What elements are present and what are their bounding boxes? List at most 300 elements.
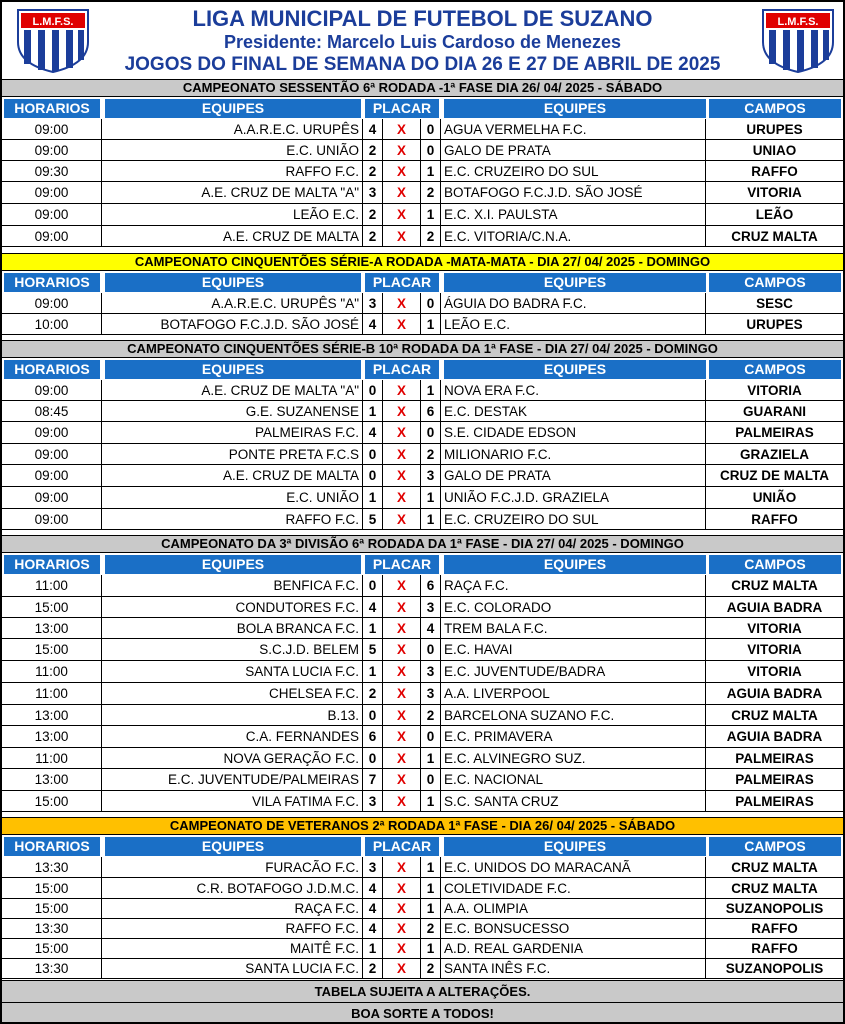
field-name: URUPES — [746, 121, 803, 137]
away-score: 6 — [421, 401, 441, 421]
field-name: CRUZ MALTA — [731, 228, 818, 244]
game-time: 09:00 — [2, 422, 102, 443]
away-team: BARCELONA SUZANO F.C. — [441, 705, 706, 725]
game-time: 09:00 — [2, 465, 102, 486]
game-time: 09:00 — [2, 226, 102, 246]
away-team: GALO DE PRATA — [441, 465, 706, 486]
away-score: 4 — [421, 618, 441, 638]
away-score: 1 — [421, 878, 441, 898]
home-team: RAFFO F.C. — [102, 509, 363, 529]
field-name: UNIAO — [752, 142, 797, 158]
col-header-campos: CAMPOS — [709, 273, 841, 292]
field-name: URUPES — [746, 316, 803, 332]
col-header-equipes-home: EQUIPES — [105, 273, 361, 292]
home-team: SANTA LUCIA F.C. — [102, 661, 363, 682]
home-score: 0 — [363, 444, 383, 464]
game-row — [2, 748, 843, 769]
game-time: 15:00 — [2, 899, 102, 918]
home-score: 3 — [363, 857, 383, 877]
home-score: 2 — [363, 161, 383, 181]
away-team: E.C. CRUZEIRO DO SUL — [441, 509, 706, 529]
home-score: 4 — [363, 919, 383, 938]
game-time: 13:00 — [2, 769, 102, 790]
footer-greeting: BOA SORTE A TODOS! — [2, 1002, 843, 1024]
versus-mark: X — [383, 182, 421, 203]
away-team: RAÇA F.C. — [441, 575, 706, 596]
home-team: C.R. BOTAFOGO J.D.M.C. — [102, 878, 363, 898]
game-row — [2, 422, 843, 444]
game-row — [2, 939, 843, 959]
versus-mark: X — [383, 618, 421, 638]
game-row — [2, 293, 843, 314]
game-time: 09:30 — [2, 161, 102, 181]
field-name: CRUZ DE MALTA — [720, 468, 829, 483]
away-team: COLETIVIDADE F.C. — [441, 878, 706, 898]
home-score: 4 — [363, 597, 383, 617]
president-line: Presidente: Marcelo Luis Cardoso de Menezes — [223, 32, 622, 52]
home-team: A.E. CRUZ DE MALTA "A" — [102, 182, 363, 203]
col-header-placar: PLACAR — [365, 273, 439, 292]
home-score: 0 — [363, 380, 383, 400]
game-time: 11:00 — [2, 661, 102, 682]
game-time: 09:00 — [2, 204, 102, 225]
game-row — [2, 899, 843, 919]
versus-mark: X — [383, 293, 421, 313]
away-score: 1 — [421, 509, 441, 529]
away-score: 2 — [421, 919, 441, 938]
versus-mark: X — [383, 857, 421, 877]
home-team: BOTAFOGO F.C.J.D. SÃO JOSÉ — [102, 314, 363, 334]
away-team: E.C. VITORIA/C.N.A. — [441, 226, 706, 246]
column-header-row — [2, 271, 843, 293]
versus-mark: X — [383, 683, 421, 704]
home-team: RAFFO F.C. — [102, 161, 363, 181]
game-row — [2, 919, 843, 939]
field-name: AGUIA BADRA — [726, 599, 823, 615]
home-score: 2 — [363, 683, 383, 704]
home-score: 2 — [363, 959, 383, 978]
game-row — [2, 444, 843, 465]
away-score: 0 — [421, 119, 441, 139]
field-name: SESC — [756, 295, 793, 311]
versus-mark: X — [383, 487, 421, 508]
away-team: E.C. UNIDOS DO MARACANÃ — [441, 857, 706, 877]
home-team: FURACÃO F.C. — [102, 857, 363, 877]
versus-mark: X — [383, 314, 421, 334]
home-score: 4 — [363, 314, 383, 334]
col-header-equipes-away: EQUIPES — [444, 555, 706, 574]
game-row — [2, 857, 843, 878]
col-header-horarios: HORARIOS — [4, 99, 100, 118]
game-time: 08:45 — [2, 401, 102, 421]
away-team: S.C. SANTA CRUZ — [441, 791, 706, 811]
versus-mark: X — [383, 597, 421, 617]
away-team: E.C. COLORADO — [441, 597, 706, 617]
field-name: VITORIA — [747, 185, 802, 200]
away-team: A.D. REAL GARDENIA — [441, 939, 706, 958]
col-header-equipes-away: EQUIPES — [444, 837, 706, 856]
col-header-campos: CAMPOS — [709, 99, 841, 118]
away-score: 6 — [421, 575, 441, 596]
versus-mark: X — [383, 204, 421, 225]
game-row — [2, 140, 843, 161]
game-row — [2, 661, 843, 683]
game-row — [2, 182, 843, 204]
field-name: CRUZ MALTA — [731, 707, 818, 723]
away-team: TREM BALA F.C. — [441, 618, 706, 638]
versus-mark: X — [383, 791, 421, 811]
footer-notice: TABELA SUJEITA A ALTERAÇÕES. — [2, 980, 843, 1002]
game-row — [2, 597, 843, 618]
game-time: 13:00 — [2, 618, 102, 638]
versus-mark: X — [383, 161, 421, 181]
game-row — [2, 314, 843, 335]
game-time: 15:00 — [2, 939, 102, 958]
away-team: A.A. OLIMPIA — [441, 899, 706, 918]
away-score: 3 — [421, 465, 441, 486]
game-time: 13:30 — [2, 857, 102, 877]
section-title: CAMPEONATO CINQUENTÕES SÉRIE-B 10ª RODADA DA 1ª FASE - DIA 27/ 04/ 2025 - DOMINGO — [2, 340, 843, 358]
home-score: 1 — [363, 661, 383, 682]
home-score: 3 — [363, 182, 383, 203]
col-header-campos: CAMPOS — [709, 360, 841, 379]
away-score: 0 — [421, 140, 441, 160]
away-team: BOTAFOGO F.C.J.D. SÃO JOSÉ — [441, 182, 706, 203]
field-name: VITORIA — [747, 382, 802, 398]
field-name: PALMEIRAS — [735, 793, 814, 809]
game-time: 15:00 — [2, 878, 102, 898]
field-name: SUZANOPOLIS — [725, 901, 824, 916]
away-score: 1 — [421, 204, 441, 225]
game-row — [2, 226, 843, 247]
away-team: E.C. CRUZEIRO DO SUL — [441, 161, 706, 181]
page-header — [2, 2, 843, 78]
game-row — [2, 959, 843, 979]
col-header-placar: PLACAR — [365, 360, 439, 379]
game-row — [2, 705, 843, 726]
game-time: 09:00 — [2, 182, 102, 203]
home-team: VILA FATIMA F.C. — [102, 791, 363, 811]
versus-mark: X — [383, 509, 421, 529]
game-time: 15:00 — [2, 639, 102, 660]
section-title: CAMPEONATO CINQUENTÕES SÉRIE-A RODADA -MATA-MATA - DIA 27/ 04/ 2025 - DOMINGO — [2, 253, 843, 271]
col-header-placar: PLACAR — [365, 555, 439, 574]
col-header-horarios: HORARIOS — [4, 360, 100, 379]
versus-mark: X — [383, 226, 421, 246]
field-name: CRUZ MALTA — [731, 880, 818, 896]
home-score: 4 — [363, 119, 383, 139]
col-header-campos: CAMPOS — [709, 555, 841, 574]
col-header-equipes-away: EQUIPES — [444, 360, 706, 379]
away-score: 2 — [421, 226, 441, 246]
away-score: 0 — [421, 422, 441, 443]
field-name: UNIÃO — [752, 490, 797, 505]
game-time: 13:00 — [2, 726, 102, 747]
game-row — [2, 769, 843, 791]
home-team: PALMEIRAS F.C. — [102, 422, 363, 443]
versus-mark: X — [383, 748, 421, 768]
versus-mark: X — [383, 899, 421, 918]
away-score: 3 — [421, 597, 441, 617]
away-score: 1 — [421, 748, 441, 768]
home-score: 3 — [363, 791, 383, 811]
game-time: 09:00 — [2, 380, 102, 400]
field-name: VITORIA — [747, 620, 802, 636]
home-score: 5 — [363, 509, 383, 529]
field-name: GUARANI — [743, 403, 806, 419]
away-score: 1 — [421, 857, 441, 877]
field-name: AGUIA BADRA — [726, 729, 823, 744]
game-row — [2, 509, 843, 530]
versus-mark: X — [383, 465, 421, 486]
away-team: E.C. DESTAK — [441, 401, 706, 421]
col-header-equipes-home: EQUIPES — [105, 360, 361, 379]
away-score: 1 — [421, 380, 441, 400]
game-time: 15:00 — [2, 597, 102, 617]
home-team: BENFICA F.C. — [102, 575, 363, 596]
home-score: 2 — [363, 140, 383, 160]
field-name: LEÃO — [755, 207, 794, 222]
away-score: 1 — [421, 314, 441, 334]
game-row — [2, 683, 843, 705]
game-row — [2, 575, 843, 597]
home-score: 1 — [363, 487, 383, 508]
away-score: 2 — [421, 444, 441, 464]
versus-mark: X — [383, 575, 421, 596]
away-score: 1 — [421, 791, 441, 811]
versus-mark: X — [383, 939, 421, 958]
home-team: E.C. UNIÃO — [102, 487, 363, 508]
game-time: 09:00 — [2, 140, 102, 160]
home-team: E.C. JUVENTUDE/PALMEIRAS — [102, 769, 363, 790]
col-header-equipes-away: EQUIPES — [444, 273, 706, 292]
home-score: 4 — [363, 899, 383, 918]
away-team: AGUA VERMELHA F.C. — [441, 119, 706, 139]
home-team: CONDUTORES F.C. — [102, 597, 363, 617]
home-score: 2 — [363, 204, 383, 225]
home-team: S.C.J.D. BELEM — [102, 639, 363, 660]
versus-mark: X — [383, 401, 421, 421]
game-time: 15:00 — [2, 791, 102, 811]
away-team: E.C. ALVINEGRO SUZ. — [441, 748, 706, 768]
versus-mark: X — [383, 705, 421, 725]
col-header-campos: CAMPOS — [709, 837, 841, 856]
home-team: RAÇA F.C. — [102, 899, 363, 918]
home-score: 2 — [363, 226, 383, 246]
game-time: 09:00 — [2, 487, 102, 508]
game-row — [2, 465, 843, 487]
home-team: C.A. FERNANDES — [102, 726, 363, 747]
field-name: RAFFO — [751, 921, 798, 936]
versus-mark: X — [383, 444, 421, 464]
away-team: E.C. BONSUCESSO — [441, 919, 706, 938]
game-row — [2, 878, 843, 899]
page-title: LIGA MUNICIPAL DE FUTEBOL DE SUZANO — [192, 6, 653, 31]
away-score: 0 — [421, 639, 441, 660]
col-header-equipes-away: EQUIPES — [444, 99, 706, 118]
section-title: CAMPEONATO DE VETERANOS 2ª RODADA 1ª FASE - DIA 26/ 04/ 2025 - SÁBADO — [2, 817, 843, 835]
home-team: BOLA BRANCA F.C. — [102, 618, 363, 638]
away-team: ÁGUIA DO BADRA F.C. — [441, 293, 706, 313]
away-score: 3 — [421, 661, 441, 682]
section-title: CAMPEONATO SESSENTÃO 6ª RODADA -1ª FASE DIA 26/ 04/ 2025 - SÁBADO — [2, 79, 843, 97]
logo-text: L.M.F.S. — [32, 16, 74, 28]
field-name: CRUZ MALTA — [731, 578, 818, 593]
away-team: SANTA INÊS F.C. — [441, 959, 706, 978]
league-shield-logo-right — [761, 8, 835, 74]
game-time: 13:30 — [2, 919, 102, 938]
away-team: LEÃO E.C. — [441, 314, 706, 334]
game-row — [2, 380, 843, 401]
field-name: RAFFO — [751, 163, 798, 179]
away-score: 1 — [421, 939, 441, 958]
away-score: 0 — [421, 293, 441, 313]
away-team: A.A. LIVERPOOL — [441, 683, 706, 704]
home-score: 0 — [363, 465, 383, 486]
home-score: 7 — [363, 769, 383, 790]
versus-mark: X — [383, 726, 421, 747]
home-score: 0 — [363, 575, 383, 596]
home-score: 5 — [363, 639, 383, 660]
logo-text: L.M.F.S. — [777, 16, 819, 28]
home-team: A.E. CRUZ DE MALTA "A" — [102, 380, 363, 400]
away-score: 0 — [421, 726, 441, 747]
away-score: 3 — [421, 683, 441, 704]
home-score: 0 — [363, 705, 383, 725]
home-team: B.13. — [102, 705, 363, 725]
versus-mark: X — [383, 959, 421, 978]
col-header-horarios: HORARIOS — [4, 837, 100, 856]
col-header-horarios: HORARIOS — [4, 555, 100, 574]
home-team: A.A.R.E.C. URUPÊS "A" — [102, 293, 363, 313]
column-header-row — [2, 553, 843, 575]
home-team: G.E. SUZANENSE — [102, 401, 363, 421]
field-name: PALMEIRAS — [735, 750, 814, 766]
field-name: CRUZ MALTA — [731, 859, 818, 875]
column-header-row — [2, 358, 843, 380]
versus-mark: X — [383, 140, 421, 160]
game-time: 10:00 — [2, 314, 102, 334]
away-team: UNIÃO F.C.J.D. GRAZIELA — [441, 487, 706, 508]
away-team: E.C. PRIMAVERA — [441, 726, 706, 747]
home-team: RAFFO F.C. — [102, 919, 363, 938]
home-team: CHELSEA F.C. — [102, 683, 363, 704]
field-name: GRAZIELA — [740, 446, 809, 462]
game-time: 11:00 — [2, 683, 102, 704]
home-team: MAITÊ F.C. — [102, 939, 363, 958]
column-header-row — [2, 97, 843, 119]
field-name: AGUIA BADRA — [726, 686, 823, 701]
game-row — [2, 119, 843, 140]
away-team: GALO DE PRATA — [441, 140, 706, 160]
home-team: E.C. UNIÃO — [102, 140, 363, 160]
away-score: 0 — [421, 769, 441, 790]
game-time: 09:00 — [2, 293, 102, 313]
game-row — [2, 726, 843, 748]
page-subtitle: JOGOS DO FINAL DE SEMANA DO DIA 26 E 27 DE ABRIL DE 2025 — [124, 54, 721, 75]
field-name: PALMEIRAS — [735, 772, 814, 787]
away-score: 2 — [421, 182, 441, 203]
home-score: 1 — [363, 939, 383, 958]
home-score: 4 — [363, 878, 383, 898]
game-row — [2, 791, 843, 812]
home-team: A.E. CRUZ DE MALTA — [102, 226, 363, 246]
game-row — [2, 618, 843, 639]
game-row — [2, 639, 843, 661]
game-time: 11:00 — [2, 748, 102, 768]
away-score: 1 — [421, 899, 441, 918]
home-team: LEÃO E.C. — [102, 204, 363, 225]
field-name: PALMEIRAS — [735, 425, 814, 440]
home-team: PONTE PRETA F.C.S — [102, 444, 363, 464]
home-score: 4 — [363, 422, 383, 443]
col-header-horarios: HORARIOS — [4, 273, 100, 292]
versus-mark: X — [383, 119, 421, 139]
game-time: 09:00 — [2, 444, 102, 464]
away-team: NOVA ERA F.C. — [441, 380, 706, 400]
home-score: 1 — [363, 618, 383, 638]
away-team: S.E. CIDADE EDSON — [441, 422, 706, 443]
home-score: 0 — [363, 748, 383, 768]
versus-mark: X — [383, 769, 421, 790]
away-score: 2 — [421, 959, 441, 978]
away-team: MILIONARIO F.C. — [441, 444, 706, 464]
field-name: RAFFO — [751, 941, 798, 956]
versus-mark: X — [383, 639, 421, 660]
game-row — [2, 401, 843, 422]
col-header-equipes-home: EQUIPES — [105, 99, 361, 118]
game-time: 13:00 — [2, 705, 102, 725]
col-header-placar: PLACAR — [365, 99, 439, 118]
away-team: E.C. NACIONAL — [441, 769, 706, 790]
away-team: E.C. X.I. PAULSTA — [441, 204, 706, 225]
away-score: 2 — [421, 705, 441, 725]
versus-mark: X — [383, 661, 421, 682]
versus-mark: X — [383, 380, 421, 400]
home-score: 6 — [363, 726, 383, 747]
game-time: 13:30 — [2, 959, 102, 978]
col-header-placar: PLACAR — [365, 837, 439, 856]
section-title: CAMPEONATO DA 3ª DIVISÃO 6ª RODADA DA 1ª FASE - DIA 27/ 04/ 2025 - DOMINGO — [2, 535, 843, 553]
col-header-equipes-home: EQUIPES — [105, 837, 361, 856]
field-name: VITORIA — [747, 642, 802, 657]
home-team: NOVA GERAÇÃO F.C. — [102, 748, 363, 768]
away-score: 1 — [421, 161, 441, 181]
versus-mark: X — [383, 422, 421, 443]
away-team: E.C. JUVENTUDE/BADRA — [441, 661, 706, 682]
col-header-equipes-home: EQUIPES — [105, 555, 361, 574]
field-name: RAFFO — [751, 511, 798, 527]
game-time: 09:00 — [2, 509, 102, 529]
game-time: 11:00 — [2, 575, 102, 596]
home-team: A.A.R.E.C. URUPÊS — [102, 119, 363, 139]
away-team: E.C. HAVAI — [441, 639, 706, 660]
home-team: SANTA LUCIA F.C. — [102, 959, 363, 978]
field-name: SUZANOPOLIS — [725, 961, 824, 976]
versus-mark: X — [383, 919, 421, 938]
game-row — [2, 204, 843, 226]
game-row — [2, 487, 843, 509]
game-row — [2, 161, 843, 182]
home-score: 3 — [363, 293, 383, 313]
column-header-row — [2, 835, 843, 857]
game-time: 09:00 — [2, 119, 102, 139]
versus-mark: X — [383, 878, 421, 898]
field-name: VITORIA — [747, 664, 802, 679]
away-score: 1 — [421, 487, 441, 508]
home-team: A.E. CRUZ DE MALTA — [102, 465, 363, 486]
home-score: 1 — [363, 401, 383, 421]
